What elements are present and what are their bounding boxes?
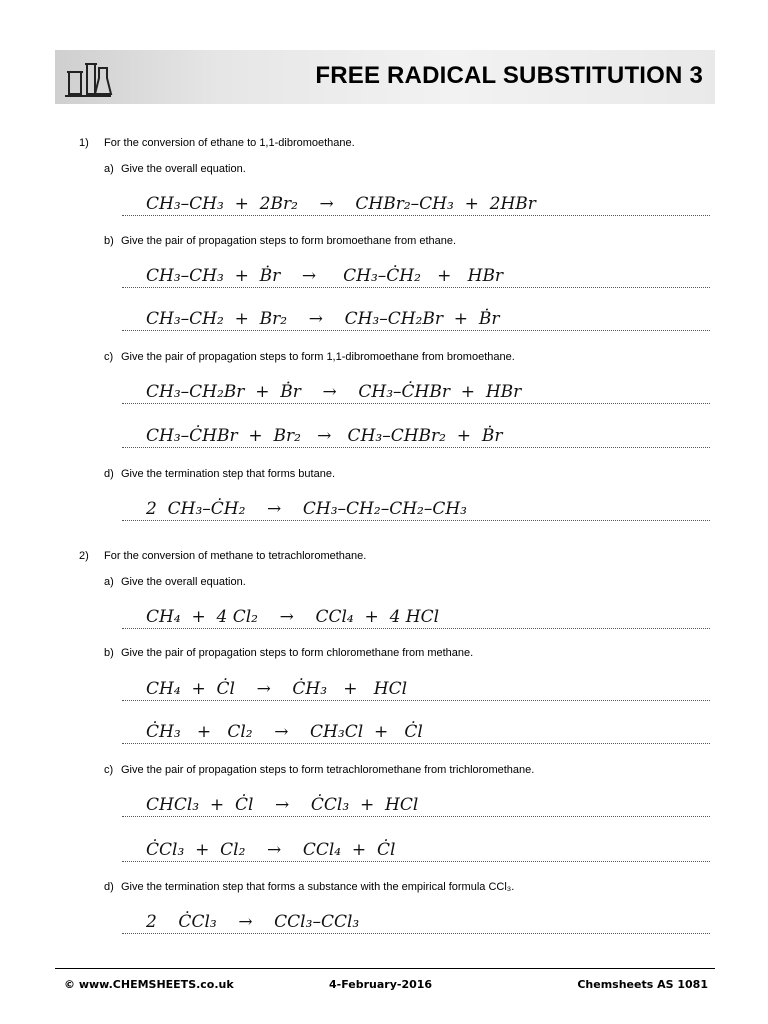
dotted-rule [122,330,710,331]
question-part [104,576,246,588]
handwritten-answer: CH₃–CH₂ + Br₂ → CH₃–CH₂Br + Ḃr [146,309,500,329]
part-text: Give the pair of propagation steps to form tetrachloromethane from trichloromethane. [121,764,535,776]
dotted-rule [122,215,710,216]
question-part [104,764,534,776]
question-part [104,647,473,659]
dotted-rule [122,287,710,288]
part-text: Give the overall equation. [121,163,246,175]
dotted-rule [122,933,710,934]
part-letter: a) [104,163,114,175]
question-part [104,163,246,175]
handwritten-answer: CH₃–ĊHBr + Br₂ → CH₃–CHBr₂ + Ḃr [146,426,503,446]
answer-line[interactable] [122,603,710,629]
part-text: Give the pair of propagation steps to form bromoethane from ethane. [121,235,457,247]
answer-line[interactable] [122,836,710,862]
dotted-rule [122,403,710,404]
footer-sheet-id: Chemsheets AS 1081 [577,978,708,991]
handwritten-answer: CHCl₃ + Ċl → ĊCl₃ + HCl [146,795,419,815]
answer-line[interactable] [122,908,710,934]
part-letter: c) [104,764,114,776]
answer-line[interactable] [122,305,710,331]
question-part [104,468,335,480]
part-letter: b) [104,647,114,659]
header-banner [55,50,715,104]
part-letter: d) [104,881,114,893]
answer-line[interactable] [122,262,710,288]
handwritten-answer: 2 CH₃–ĊH₂ → CH₃–CH₂–CH₂–CH₃ [146,499,467,519]
dotted-rule [122,700,710,701]
page-title: FREE RADICAL SUBSTITUTION 3 [315,62,703,89]
dotted-rule [122,447,710,448]
footer-divider [55,968,715,969]
question-number: 2) [79,550,89,562]
question-part [104,235,456,247]
question-text: For the conversion of ethane to 1,1-dibromoethane. [104,137,355,149]
handwritten-answer: ĊCl₃ + Cl₂ → CCl₄ + Ċl [146,840,396,860]
question-number: 1) [79,137,89,149]
question-text: For the conversion of methane to tetrachloromethane. [104,550,367,562]
part-letter: d) [104,468,114,480]
part-letter: c) [104,351,114,363]
lab-glassware-icon [63,54,113,100]
part-letter: b) [104,235,114,247]
handwritten-answer: CH₄ + 4 Cl₂ → CCl₄ + 4 HCl [146,607,440,627]
part-text: Give the termination step that forms butane. [121,468,336,480]
footer-date: 4-February-2016 [329,978,433,991]
dotted-rule [122,520,710,521]
part-text: Give the pair of propagation steps to form chloromethane from methane. [121,647,474,659]
dotted-rule [122,743,710,744]
part-text: Give the termination step that forms a substance with the empirical formula CCl₃. [121,881,515,893]
handwritten-answer: CH₄ + Ċl → ĊH₃ + HCl [146,679,408,699]
part-text: Give the pair of propagation steps to form 1,1-dibromoethane from bromoethane. [121,351,515,363]
part-letter: a) [104,576,114,588]
handwritten-answer: 2 ĊCl₃ → CCl₃–CCl₃ [146,912,360,932]
answer-line[interactable] [122,675,710,701]
answer-line[interactable] [122,378,710,404]
answer-line[interactable] [122,718,710,744]
handwritten-answer: CH₃–CH₃ + 2Br₂ → CHBr₂–CH₃ + 2HBr [146,194,536,214]
answer-line[interactable] [122,791,710,817]
footer-website: © www.CHEMSHEETS.co.uk [64,978,234,991]
answer-line[interactable] [122,422,710,448]
question-part [104,881,514,893]
question-part [104,351,515,363]
handwritten-answer: CH₃–CH₂Br + Ḃr → CH₃–ĊHBr + HBr [146,382,522,402]
part-text: Give the overall equation. [121,576,246,588]
dotted-rule [122,628,710,629]
answer-line[interactable] [122,495,710,521]
answer-line[interactable] [122,190,710,216]
handwritten-answer: CH₃–CH₃ + Ḃr → CH₃–ĊH₂ + HBr [146,266,504,286]
dotted-rule [122,861,710,862]
handwritten-answer: ĊH₃ + Cl₂ → CH₃Cl + Ċl [146,722,423,742]
dotted-rule [122,816,710,817]
